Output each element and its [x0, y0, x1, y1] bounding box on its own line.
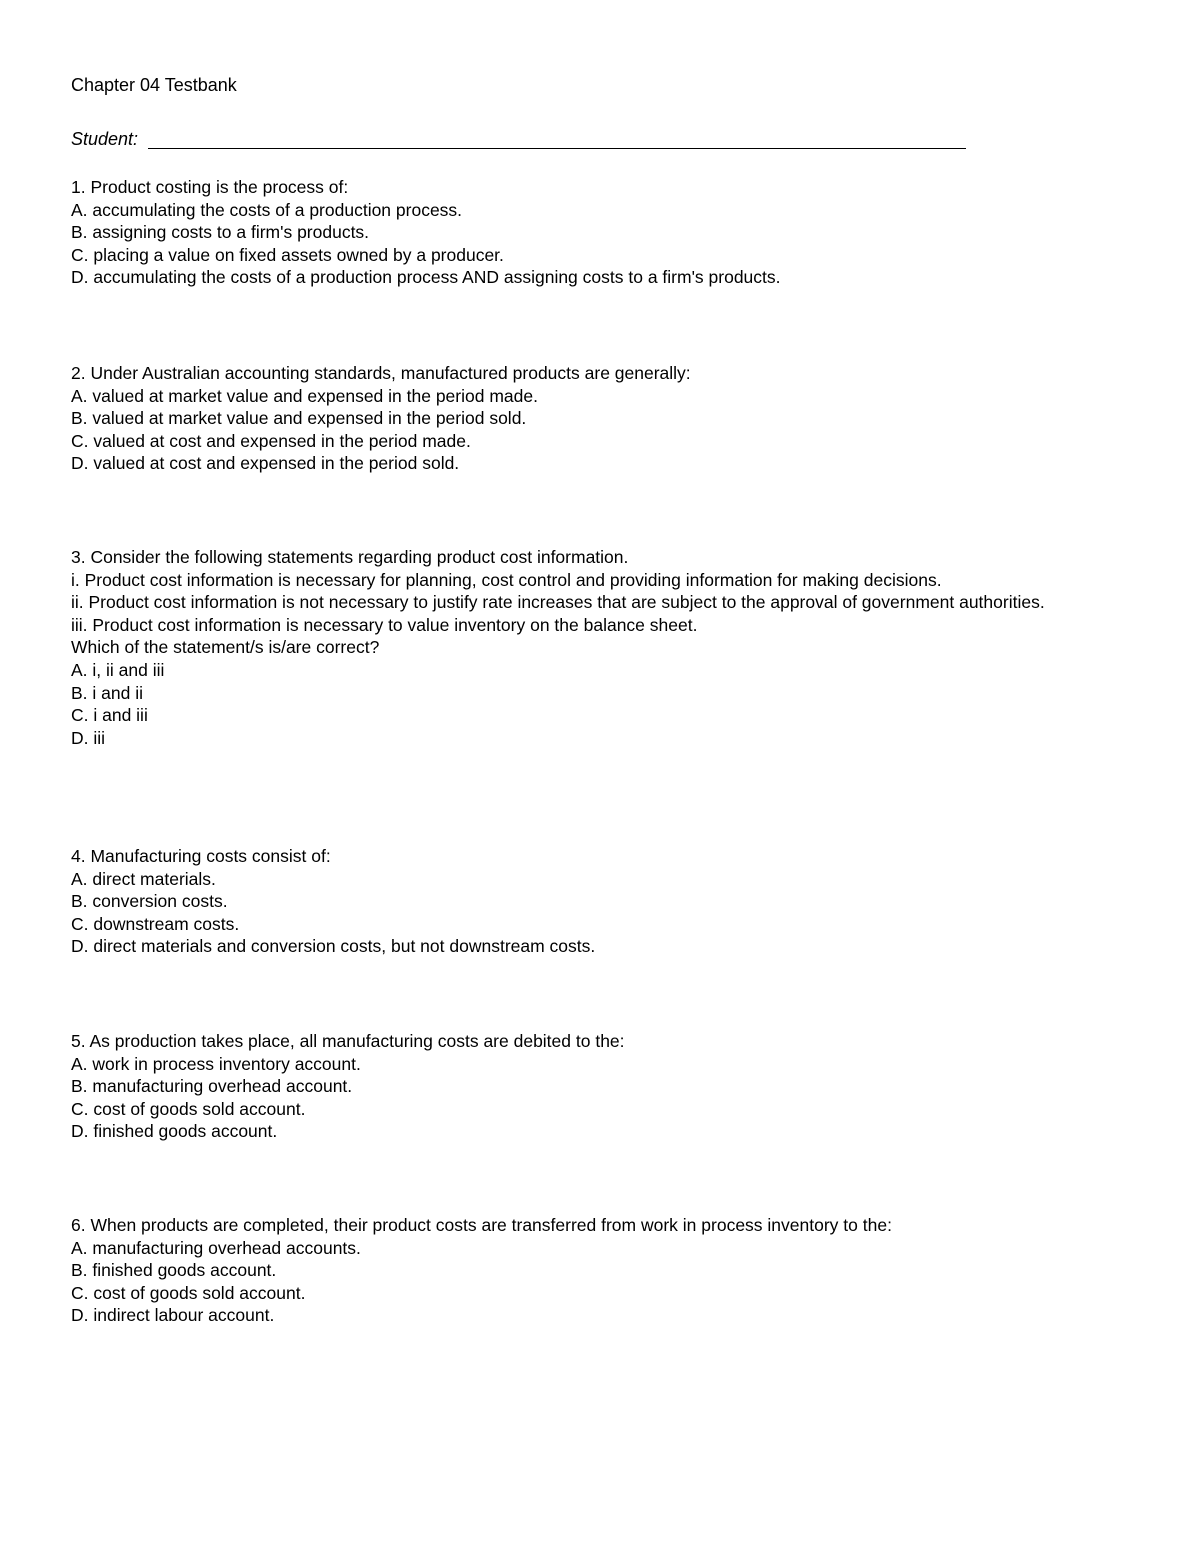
answer-option-d: D. iii	[71, 727, 106, 748]
question-6	[71, 1214, 1131, 1327]
answer-option-d: D. accumulating the costs of a production process AND assigning costs to a firm's products.	[71, 267, 781, 288]
answer-option-a: A. manufacturing overhead accounts.	[71, 1237, 361, 1258]
question-prompt: Which of the statement/s is/are correct?	[71, 637, 380, 658]
question-stem: 6. When products are completed, their product costs are transferred from work in process inventory to the:	[71, 1215, 892, 1235]
answer-option-c: C. i and iii	[71, 705, 148, 726]
statement-iii: iii. Product cost information is necessary to value inventory on the balance sheet.	[71, 614, 698, 635]
answer-option-d: D. valued at cost and expensed in the period sold.	[71, 453, 460, 474]
answer-option-d: D. direct materials and conversion costs, but not downstream costs.	[71, 936, 596, 957]
answer-option-c: C. cost of goods sold account.	[71, 1098, 306, 1119]
answer-option-b: B. assigning costs to a firm's products.	[71, 222, 370, 243]
question-stem: 5. As production takes place, all manufacturing costs are debited to the:	[71, 1031, 625, 1051]
answer-option-a: A. valued at market value and expensed in the period made.	[71, 385, 538, 406]
answer-option-a: A. accumulating the costs of a production process.	[71, 199, 463, 220]
answer-option-b: B. manufacturing overhead account.	[71, 1076, 353, 1097]
statement-i: i. Product cost information is necessary for planning, cost control and providing information for making decisions.	[71, 569, 942, 590]
student-field	[71, 127, 966, 151]
question-1	[71, 176, 1131, 289]
answer-option-b: B. finished goods account.	[71, 1260, 277, 1281]
answer-option-d: D. indirect labour account.	[71, 1305, 275, 1326]
statement-ii: ii. Product cost information is not necessary to justify rate increases that are subject to the approval of government authorities.	[71, 592, 1045, 613]
question-stem: 1. Product costing is the process of:	[71, 177, 349, 197]
question-4	[71, 845, 1131, 958]
answer-option-a: A. i, ii and iii	[71, 659, 165, 680]
answer-option-a: A. direct materials.	[71, 868, 216, 889]
question-3	[71, 546, 1131, 749]
student-name-line	[148, 148, 966, 149]
document-title: Chapter 04 Testbank	[71, 75, 237, 95]
answer-option-a: A. work in process inventory account.	[71, 1053, 361, 1074]
answer-option-b: B. i and ii	[71, 682, 143, 703]
question-stem: 2. Under Australian accounting standards, manufactured products are generally:	[71, 363, 691, 383]
question-5	[71, 1030, 1131, 1143]
answer-option-c: C. cost of goods sold account.	[71, 1282, 306, 1303]
student-label: Student:	[71, 129, 139, 149]
answer-option-c: C. placing a value on fixed assets owned by a producer.	[71, 244, 504, 265]
question-stem: 3. Consider the following statements regarding product cost information.	[71, 547, 629, 567]
answer-option-b: B. valued at market value and expensed in the period sold.	[71, 408, 527, 429]
question-2	[71, 362, 1131, 475]
answer-option-d: D. finished goods account.	[71, 1121, 278, 1142]
question-stem: 4. Manufacturing costs consist of:	[71, 846, 331, 866]
answer-option-c: C. valued at cost and expensed in the period made.	[71, 430, 471, 451]
answer-option-c: C. downstream costs.	[71, 913, 240, 934]
answer-option-b: B. conversion costs.	[71, 891, 228, 912]
